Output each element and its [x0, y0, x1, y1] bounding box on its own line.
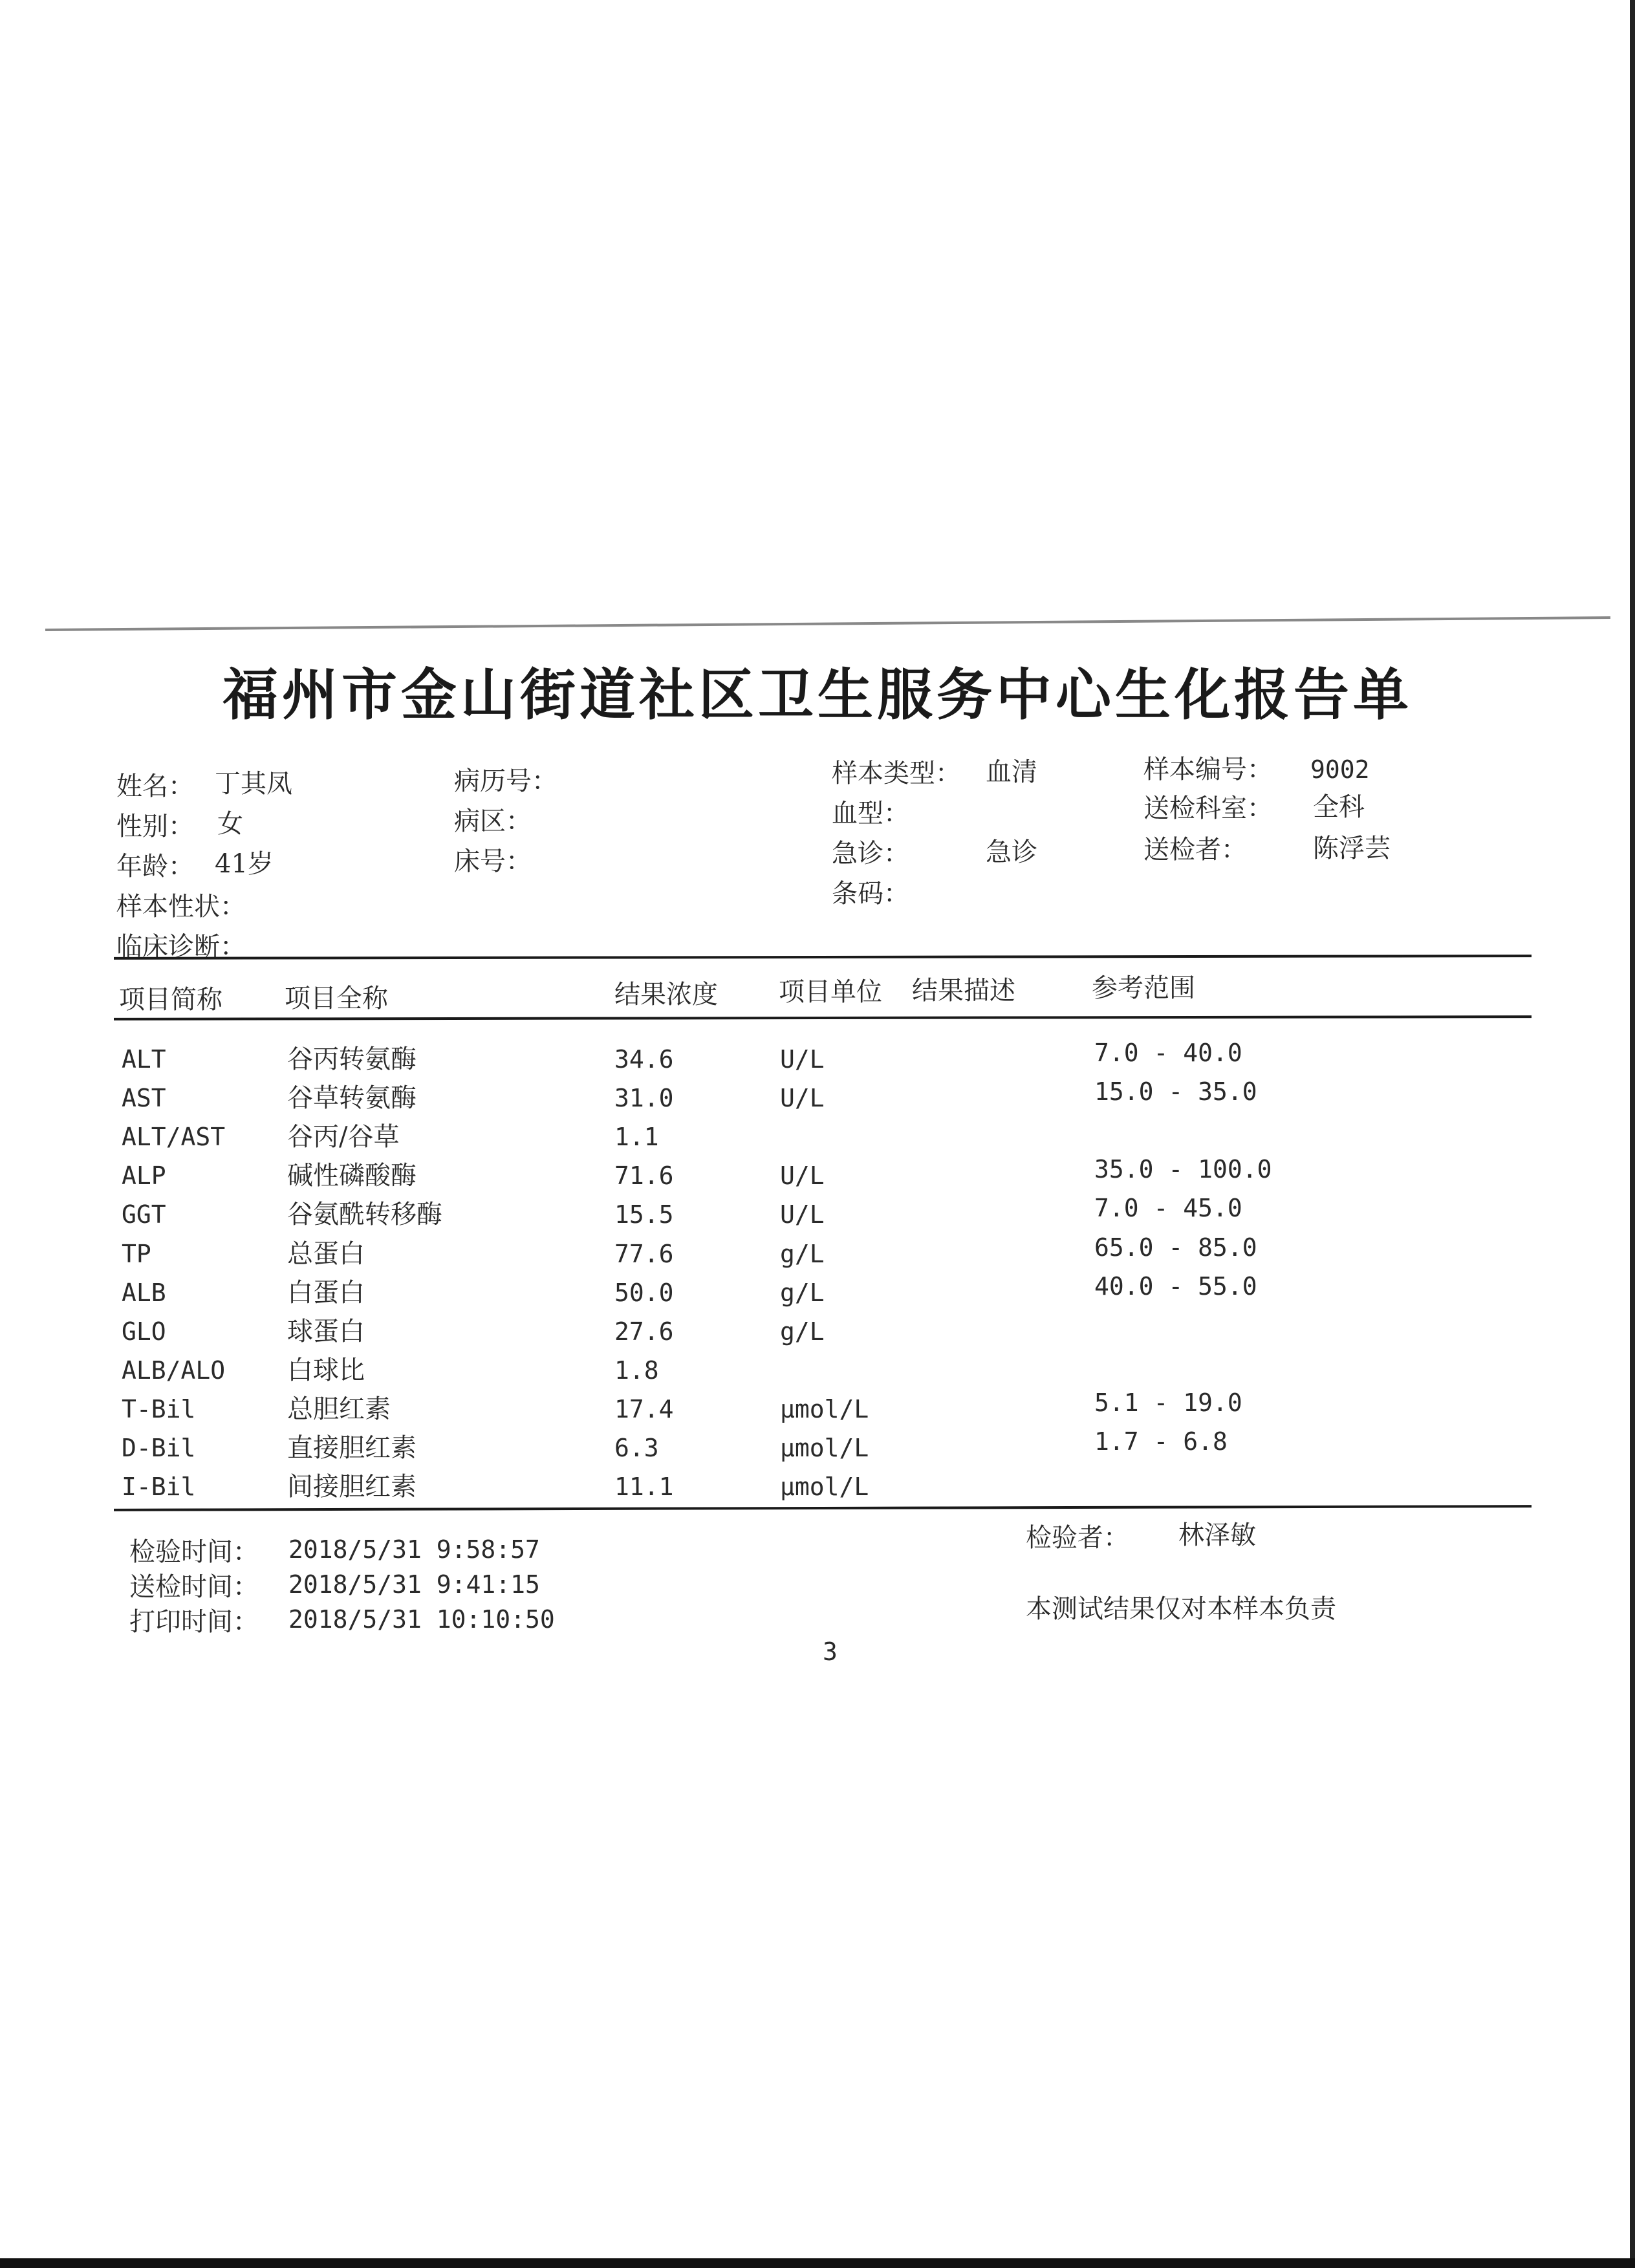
age-value: 41岁 [215, 849, 274, 879]
row-result: 11.1 [614, 1473, 674, 1501]
barcode-label: 条码： [832, 879, 909, 909]
row-range: 1.7 - 6.8 [1094, 1427, 1228, 1456]
row-unit: μmol/L [780, 1434, 869, 1462]
send-time-value: 2018/5/31 9:41:15 [288, 1570, 540, 1599]
name-value: 丁其凤 [215, 769, 292, 799]
row-unit: μmol/L [780, 1395, 869, 1423]
row-result: 31.0 [614, 1084, 674, 1112]
row-unit: μmol/L [780, 1473, 869, 1501]
row-code: ALP [122, 1161, 166, 1190]
row-range: 40.0 - 55.0 [1094, 1272, 1257, 1301]
row-name: 谷氨酰转移酶 [287, 1200, 442, 1229]
col-header-unit: 项目单位 [779, 977, 882, 1007]
row-code: ALB [122, 1279, 166, 1307]
blood-type-label: 血型： [832, 799, 909, 828]
row-name: 间接胆红素 [287, 1472, 417, 1502]
disclaimer: 本测试结果仅对本样本负责 [1026, 1594, 1336, 1624]
scan-border-right [1630, 0, 1635, 2268]
row-name: 碱性磷酸酶 [287, 1161, 417, 1191]
header-rule-bottom [114, 1015, 1532, 1021]
test-time-label: 检验时间： [129, 1537, 259, 1567]
row-name: 直接胆红素 [287, 1433, 417, 1463]
row-code: AST [122, 1084, 166, 1112]
sample-no-value: 9002 [1310, 755, 1370, 784]
row-code: ALB/ALO [122, 1356, 226, 1385]
row-unit: g/L [780, 1240, 825, 1268]
sender-label: 送检者： [1143, 835, 1247, 865]
row-range: 65.0 - 85.0 [1094, 1233, 1257, 1262]
record-no-label: 病历号： [454, 766, 558, 796]
row-name: 总胆红素 [287, 1394, 391, 1424]
col-header-name: 项目全称 [285, 984, 388, 1013]
page-number: 3 [823, 1637, 838, 1666]
row-name: 白球比 [287, 1355, 365, 1385]
row-code: I-Bil [122, 1473, 196, 1501]
sample-state-label: 样本性状： [116, 892, 246, 922]
print-time-value: 2018/5/31 10:10:50 [288, 1605, 555, 1634]
row-unit: U/L [780, 1161, 825, 1190]
col-header-range: 参考范围 [1092, 973, 1195, 1003]
row-result: 1.8 [614, 1356, 659, 1385]
row-result: 15.5 [614, 1200, 674, 1229]
tester-value: 林泽敏 [1178, 1520, 1256, 1550]
sample-no-label: 样本编号： [1143, 755, 1273, 784]
row-result: 34.6 [614, 1045, 674, 1074]
row-result: 27.6 [614, 1317, 674, 1346]
ward-label: 病区： [454, 806, 532, 836]
row-result: 1.1 [614, 1123, 659, 1151]
dept-value: 全科 [1313, 792, 1365, 822]
send-time-label: 送检时间： [129, 1572, 259, 1602]
col-header-desc: 结果描述 [912, 976, 1015, 1006]
row-unit: g/L [780, 1317, 825, 1346]
row-result: 50.0 [614, 1279, 674, 1307]
row-code: T-Bil [122, 1395, 196, 1423]
row-unit: U/L [780, 1084, 825, 1112]
row-range: 7.0 - 45.0 [1094, 1194, 1242, 1222]
row-unit: U/L [780, 1200, 825, 1229]
row-name: 谷草转氨酶 [287, 1083, 417, 1113]
row-result: 17.4 [614, 1395, 674, 1423]
sample-type-value: 血清 [986, 757, 1037, 787]
age-label: 年龄： [116, 852, 194, 881]
sex-label: 性别： [116, 812, 194, 841]
row-unit: U/L [780, 1045, 825, 1074]
dept-label: 送检科室： [1143, 794, 1273, 823]
row-unit: g/L [780, 1279, 825, 1307]
col-header-code: 项目简称 [119, 985, 222, 1015]
row-name: 白蛋白 [287, 1278, 365, 1308]
row-name: 球蛋白 [287, 1317, 365, 1346]
row-name: 总蛋白 [287, 1239, 365, 1269]
row-result: 77.6 [614, 1240, 674, 1268]
emergency-value: 急诊 [986, 837, 1037, 867]
row-range: 15.0 - 35.0 [1094, 1077, 1257, 1106]
row-code: GLO [122, 1317, 166, 1346]
row-code: ALT/AST [122, 1123, 226, 1151]
test-time-value: 2018/5/31 9:58:57 [288, 1535, 540, 1564]
row-range: 35.0 - 100.0 [1094, 1155, 1272, 1183]
scan-border-bottom [0, 2258, 1635, 2268]
row-name: 谷丙/谷草 [287, 1122, 400, 1152]
row-result: 71.6 [614, 1161, 674, 1190]
sender-value: 陈浮芸 [1313, 834, 1391, 863]
row-code: TP [122, 1240, 151, 1268]
report-title: 福州市金山街道社区卫生服务中心生化报告单 [222, 662, 1413, 728]
sex-value: 女 [217, 809, 243, 839]
print-time-label: 打印时间： [129, 1607, 259, 1637]
emergency-label: 急诊： [832, 839, 909, 869]
diagnosis-label: 临床诊断： [116, 932, 246, 962]
sample-type-label: 样本类型： [832, 759, 961, 788]
row-code: GGT [122, 1200, 166, 1229]
row-name: 谷丙转氨酶 [287, 1044, 417, 1074]
row-result: 6.3 [614, 1434, 659, 1462]
paper-edge [45, 616, 1610, 631]
tester-label: 检验者： [1026, 1523, 1129, 1553]
table-rule-bottom [114, 1505, 1532, 1511]
row-code: ALT [122, 1045, 166, 1074]
header-rule-top [114, 955, 1532, 960]
row-range: 5.1 - 19.0 [1094, 1388, 1242, 1417]
bed-label: 床号： [454, 847, 532, 876]
col-header-result: 结果浓度 [614, 980, 718, 1010]
row-code: D-Bil [122, 1434, 196, 1462]
name-label: 姓名： [116, 772, 194, 801]
row-range: 7.0 - 40.0 [1094, 1039, 1242, 1067]
